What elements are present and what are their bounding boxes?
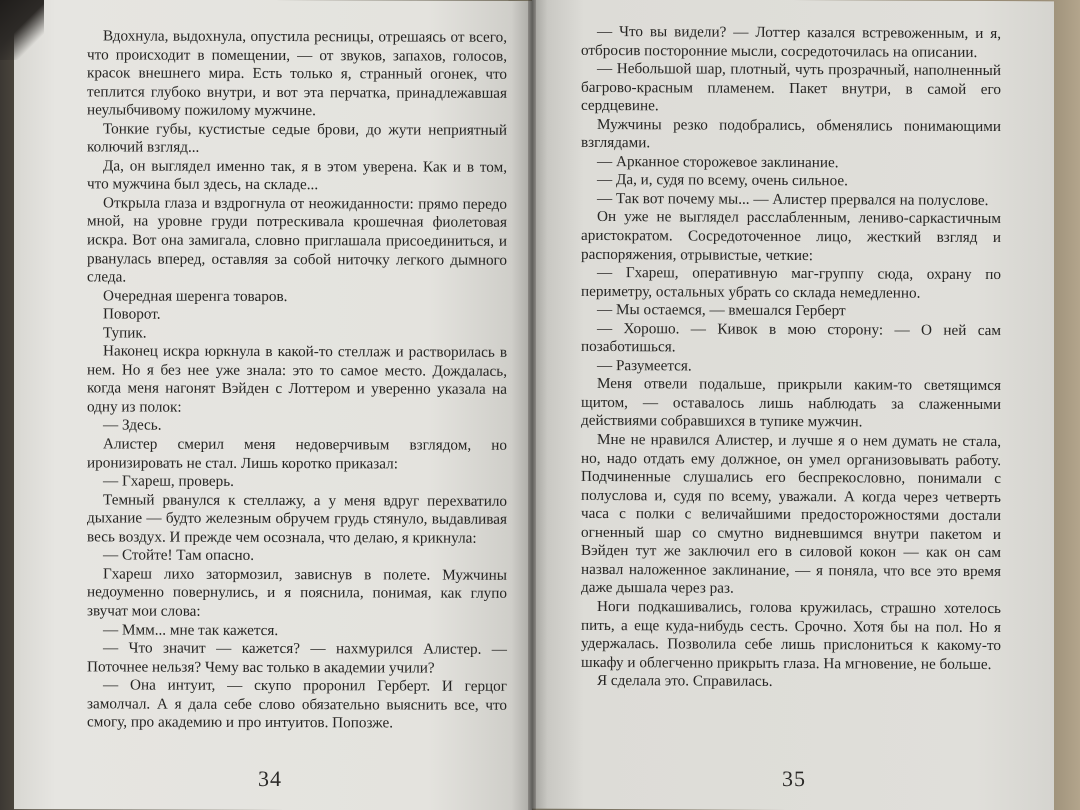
paragraph: — Мы остаемся, — вмешался Герберт: [597, 301, 846, 320]
paragraph: — Арканное сторожевое заклинание.: [597, 152, 839, 172]
paragraph: Он уже не выглядел расслабленным, лениво-саркастичным аристократом. Сосредоточенное лицо, жесткий взгляд и распоряжения, отрывистые, четкие:: [581, 208, 1001, 264]
paragraph: — Что вы видели? — Лоттер казался встревоженным, и я, отбросив посторонние мысли, сосредоточилась на описании.: [581, 22, 1001, 61]
paragraph: Мне не нравился Алистер, и лучше я о нем думать не стала, но, надо отдать ему должное, он умел организовывать работу. Подчиненные слушались его беспрекословно, понимали с полуслова и, судя по всему, уважали. А когда через четверть часа с полки с величайшими предосторожностями достали огненный шар со смутно видневшимся внутри пакетом и Вэйден тут же заключил его в силовой кокон — как он сам назвал наложенное заклинание, — я поняла, что все это время даже дышала через раз.: [581, 431, 1001, 598]
paragraph: — Так вот почему мы... — Алистер прервался на полуслове.: [597, 189, 989, 209]
paragraph: Да, он выглядел именно так, я в этом уверена. Как и в том, что мужчина был здесь, на складе...: [87, 157, 507, 194]
paragraph: Алистер смерил меня недоверчивым взглядом, но иронизировать не стал. Лишь коротко приказал:: [87, 435, 507, 473]
left-page-text: [87, 27, 507, 733]
paragraph: — Хорошо. — Кивок в мою сторону: — О ней сам позаботишься.: [581, 319, 1001, 356]
paragraph: Темный рванулся к стеллажу, а у меня вдруг перехватило дыхание — будто железным обручем грудь стянуло, выдавливая весь воздух. И прежде чем осознала, что делаю, я крикнула:: [87, 491, 507, 547]
paragraph: — Что значит — кажется? — нахмурился Алистер. — Поточнее нельзя? Чему вас только в академии учили?: [87, 639, 507, 677]
paragraph: — Стойте! Там опасно.: [103, 546, 255, 565]
paragraph: Гхареш лихо затормозил, зависнув в полете. Мужчины недоуменно повернулись, и я пояснила, понимая, как глупо звучат мои слова:: [87, 565, 507, 620]
paragraph: Вдохнула, выдохнула, опустила ресницы, отрешаясь от всего, что происходит в помещении, — от звуков, запахов, голосов, красок внешнего мира. Есть только я, странный огонек, что теплится глубоко внутри, и вот эта перчатка, принадлежавшая неулыбчивому пожилому мужчине.: [87, 27, 507, 120]
left-page: [14, 0, 532, 810]
paragraph: — Она интуит, — скупо проронил Герберт. И герцог замолчал. А я дала себе слово обязательно выяснить все, что смогу, про академию и про интуитов. Попозже.: [87, 676, 507, 732]
paragraph: — Да, и, судя по всему, очень сильное.: [597, 171, 848, 190]
paragraph: Я сделала это. Справилась.: [597, 672, 773, 691]
right-page: [532, 0, 1054, 810]
paragraph: Мужчины резко подобрались, обменялись понимающими взглядами.: [581, 115, 1001, 152]
paragraph: Наконец искра юркнула в какой-то стеллаж и растворилась в нем. Но я без нее уже знала: это то самое место. Дождалась, когда меня нагонят Вэйден с Лоттером и уверенно указала на одну из полок:: [87, 342, 507, 416]
page-number: 34: [258, 765, 282, 792]
paragraph: — Гхареш, проверь.: [103, 472, 234, 490]
paragraph: Меня отвели подальше, прикрыли каким-то светящимся щитом, — оставалось лишь наблюдать за слаженными действиями собравшихся в тупике мужчин.: [581, 375, 1001, 431]
paragraph: Открыла глаза и вздрогнула от неожиданности: прямо передо мной, на уровне груди потрескивала крошечная фиолетовая искра. Вот она замигала, словно приглашала присоединиться, и рванулась вперед, оставляя за собой ниточку легкого дымного следа.: [87, 194, 507, 286]
paragraph: — Небольшой шар, плотный, чуть прозрачный, наполненный багрово-красным пламенем. Пакет внутри, в самой его сердцевине.: [581, 60, 1001, 115]
paragraph: Тонкие губы, кустистые седые брови, до жути неприятный колючий взгляд...: [87, 120, 507, 157]
page-number: 35: [782, 765, 806, 792]
right-page-text: [581, 23, 1001, 693]
paragraph: Ноги подкашивались, голова кружилась, страшно хотелось пить, а еще куда-нибудь сесть. Срочно. Хотя бы на пол. Но я удержалась. Позволила себе лишь прислониться к какому-то шкафу и облегченно прикрыть глаза. На мгновение, не больше.: [581, 597, 1001, 673]
book-gutter: [528, 0, 536, 810]
paragraph: — Разумеется.: [597, 356, 692, 375]
paragraph: — Гхареш, оперативную маг-группу сюда, охрану по периметру, остальных убрать со склада немедленно.: [581, 264, 1001, 302]
corner-shadow: [0, 0, 44, 60]
paragraph: — Ммм... мне так кажется.: [103, 620, 279, 639]
paragraph: — Здесь.: [103, 416, 162, 435]
paragraph: Очередная шеренга товаров.: [103, 287, 288, 305]
paragraph: Поворот.: [103, 305, 161, 323]
paragraph: Тупик.: [103, 324, 147, 342]
